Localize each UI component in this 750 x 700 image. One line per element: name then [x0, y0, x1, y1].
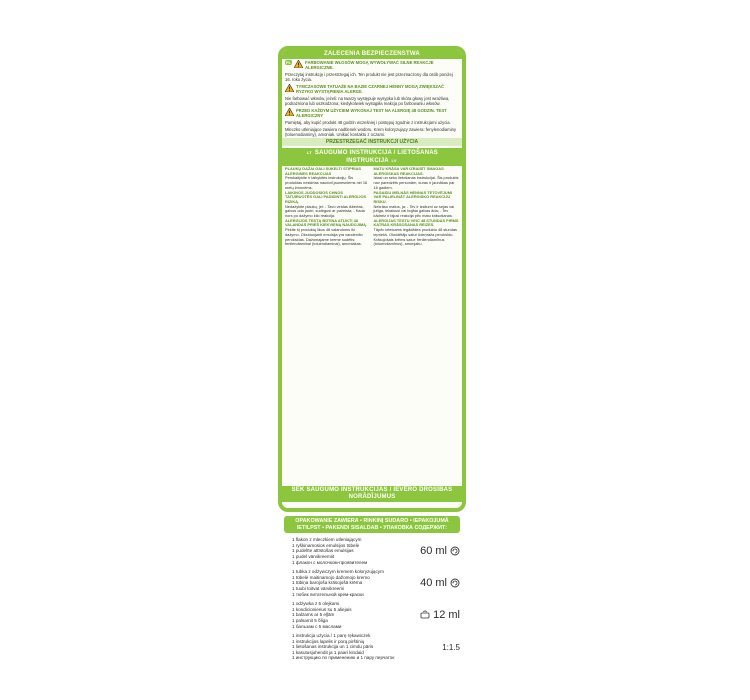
pack-item-line: 1 palsamit 5 õliga [292, 617, 328, 623]
warning-2 [282, 83, 462, 95]
packaging-header: OPAKOWANIE ZAWIERA • RINKINĮ SUDARO • IEPAKOJUMĀ IETILPST • PAKENDI SISALDAB • УПАКОВКА СОДЕРЖИТ: [284, 516, 460, 533]
pack-item-lines [292, 633, 394, 661]
lang-badge-lv: LV [391, 158, 397, 163]
packaging-contents [278, 512, 466, 700]
safety-instructions-panel [278, 46, 466, 512]
paragraph-4: Mleczko utleniające zawiera nadtlenek wodoru. Krem koloryzujący zawiera: fenylenodiaminy (toluenodiaminy), amoniak. Unikać kontaktu z oczami. [285, 127, 457, 137]
lt-lv-header-text: SAUGUMO INSTRUKCIJA / LIETOŠANAS INSTRUKCIJA [314, 150, 438, 164]
pack-item-qty: 40 ml [420, 577, 447, 590]
lt-warning-5: ALERGIJOS TESTĄ BŪTINA ATLIKTI 48 VALANDAS PRIEŠ KIEKVIENĄ NAUDOJIMĄ. [285, 217, 368, 228]
warning-1 [282, 59, 462, 71]
warning-text-2: TYMCZASOWE TATUAŻE NA BAZIE CZARNEJ HENNY MOGĄ ZWIĘKSZAĆ RYZYKO WYSTĄPIENIA ALERGII. [296, 84, 445, 94]
pack-item-line: 1 флакон с молочком-проявителем [292, 559, 368, 565]
pack-item-line: 1 balzams ar 5 eļļām [292, 612, 335, 618]
pack-item-qty: 60 ml [420, 545, 447, 558]
pack-item-qty-wrap [420, 577, 460, 589]
pack-item-line: 1 kondicionierius su 5 aliejais [292, 606, 352, 612]
pack-item [278, 567, 466, 599]
pack-item-line: 1 tūbiņa barojoša krāsojošā krēma [292, 580, 363, 586]
pack-item-lines [292, 537, 367, 565]
pack-item-line: 1 бальзам с 5 маслами [292, 623, 342, 629]
paragraph-2: Nie farbować włosów, jeżeli: na twarzy występuje wysypka lub skóra głowy jest wrażliwa, podrażniona lub uszkodzona; kiedykolwiek wystąpiła reakcja po farbowaniu włosów. [285, 96, 450, 106]
lt-lv-columns [282, 166, 462, 248]
lv-text-6: Tāpēc ieteicams iegādāties produktu 48 stundas iepriekš. Oksidētājs satur ūdeņraža peroksīdu. Krāsojošais krēms satur: fenilendiamīnus (toluendiamīnus), amonjaku. [373, 227, 457, 247]
pack-item-line: 1 kasutusjuhendit ja 1 paari kindaid [292, 649, 364, 655]
pack-item-qty-wrap [420, 545, 460, 557]
lt-lv-header [282, 148, 462, 166]
pack-item-qty-wrap [420, 609, 460, 621]
follow-instructions-band: PRZESTRZEGAĆ INSTRUKCJI UŻYCIA [282, 138, 462, 146]
pack-item-line: 1 тюбик питательной крем-краски [292, 591, 364, 597]
lv-text-4: Nekrāso matus, ja: - Tev ir izsitumi uz sejas vai jutīga, iekaisusi vai bojāta galvas āda; - Tev kādreiz ir bijusi reakcija pēc matu krāsošanas. [373, 203, 455, 219]
pack-item-line: 1 instrukcijos lapelis ir porą pirštinių [292, 638, 365, 644]
product-leaflet [278, 32, 466, 700]
pack-item-line: 1 instrukcja użycia / 1 parę rękawiczek [292, 633, 371, 639]
lv-warning-3: PAGAIDU MELNĀS HENNAS TETOVĒJUMI VAR PALIELINĀT ALERGISKO REAKCIJU RISKU. [373, 189, 453, 204]
warning-text-3: PRZED KAŻDYM UŻYCIEM WYKONAJ TEST NA ALERGIĘ 48 GODZIN. TEST ALERGICZNY [296, 108, 447, 118]
lt-text-4: Nedažykite plaukų, jei: - Tavo veidas išbertas, galvos oda jautri, sudirgusi ar pažeista; - Kada nors po dažymo kilo reakcija. [285, 203, 365, 219]
lt-warning-1: PLAUKŲ DAŽAI GALI SUKELTI STIPRIAS ALERGINES REAKCIJAS [285, 166, 362, 176]
pack-item-lines [292, 601, 352, 629]
pack-item-line: 1 tubka z odżywczym kremem koloryzującym [292, 569, 384, 575]
pack-item-line: 1 инструкцию по применению и 1 пару перчаток [292, 655, 395, 661]
pack-item [278, 599, 466, 631]
recycle-icon [450, 578, 460, 588]
pack-item-line: 1 tuubi toitvat värvikreemi [292, 585, 345, 591]
lv-warning-5: ALERGIJAS TESTU VEIC 48 STUNDAS PIRMS KATRAS KRĀSOŠANAS REIZES. [373, 217, 459, 228]
pack-item [278, 631, 466, 663]
warning-triangle-icon [285, 108, 294, 116]
lang-badge-pl: PL [286, 60, 292, 65]
pack-item-line: 1 flakon z mleczkiem utleniającym [292, 537, 362, 543]
pack-item-line: 1 pudel värvikreemiit [292, 553, 335, 559]
column-lt [285, 167, 371, 247]
warning-3 [282, 107, 462, 119]
lt-text-2: Perskaitykite ir laikykitės instrukcijų. Šis produktas neskirtas naudoti jaunesniems nei 16 metų žmonėms. [285, 175, 368, 190]
lt-text-6: Pirkite šį produktą likus 48 valandoms iki dažymo. Oksiduojanti emulsija yra vandenilio peroksidas. Dažomajame kreme sudėtis: fenilendiaminai (toluendiaminai), amoniakas. [285, 227, 363, 247]
recycle-icon [450, 546, 460, 556]
mix-ratio: 1:1.5 [442, 642, 460, 652]
lt-warning-3: LAIKINOS JUODOSIOS CHNOS TATUIRUOTĖS GALI PADIDINTI ALERGIJOS RIZIKĄ. [285, 189, 367, 204]
pack-item-qty-wrap [442, 643, 460, 652]
pack-item-line: 1 lietošanas instrukcija un 1 cimdu pāris [292, 644, 374, 650]
column-lv [374, 167, 460, 247]
paragraph-3: Pamiętaj, aby kupić produkt 48 godzin wcześniej i postępuj zgodnie z instrukcjami użycia. [285, 120, 451, 125]
pack-item-line: 1 pudelīte attīstošas emulsijas [292, 548, 354, 554]
tube-recycle-icon [420, 610, 430, 620]
lv-text-2: Izlasi un seko lietošanas instrukcijai. Šis produkts nav paredzēts personām, kuras ir jaunākas par 16 gadiem. [373, 175, 459, 190]
lang-badge-lt: LT [307, 150, 313, 155]
warning-text-1: FARBOWANIE WŁOSÓW MOGĄ WYWOŁYWAĆ SILNE REAKCJE ALERGICZNE. [305, 60, 434, 70]
pack-item [278, 535, 466, 567]
pack-item-line: 1 ryškinamosios emulsijos tūbelė [292, 542, 360, 548]
pack-item-line: 1 odżywka z 5 olejkami [292, 601, 340, 607]
warning-triangle-icon [294, 60, 303, 68]
safety-header: ZALECENIA BEZPIECZEŃSTWA [282, 50, 462, 59]
warning-triangle-icon [285, 84, 294, 92]
paragraph-1: Przeczytaj instrukcję i przestrzegaj ich. Ten produkt nie jest przeznaczony dla osób poniżej 16. roku życia. [285, 72, 453, 82]
follow-safety-band: SEK SAUGUMO INSTRUKCIJAS / IEVĒRO DROŠĪBAS NORĀDĪJUMUS [282, 486, 462, 502]
lv-warning-1: MATU KRĀSA VAR IZRAISĪT SMAGAS ALERGISKAS REAKCIJAS. [373, 166, 444, 176]
pack-item-qty: 12 ml [433, 609, 460, 622]
pack-item-lines [292, 569, 384, 597]
pack-item-line: 1 tūbelė maitinamojo dažomojo kremo [292, 574, 370, 580]
